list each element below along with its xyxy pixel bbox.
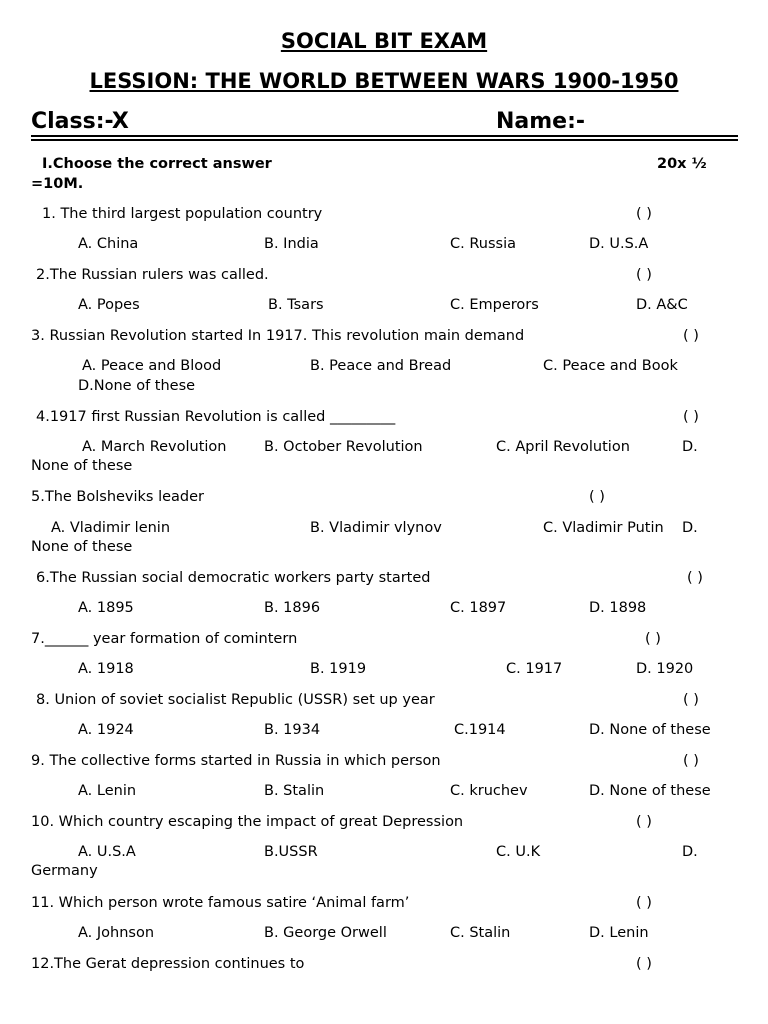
option: A. Vladimir lenin [51, 520, 171, 536]
option: C. Peace and Book [543, 358, 678, 374]
option: A. March Revolution [82, 439, 227, 455]
option: C. 1917 [506, 661, 563, 677]
option: A. 1895 [78, 600, 134, 616]
option: D. None of these [589, 722, 711, 738]
question-text: 10. Which country escaping the impact of great Depression [31, 814, 464, 830]
option: A. Lenin [78, 783, 137, 799]
class-label: Class:-X [31, 109, 129, 134]
option: D.None of these [78, 378, 196, 394]
answer-bracket: ( ) [636, 956, 652, 972]
answer-bracket: ( ) [687, 570, 703, 586]
answer-bracket: ( ) [683, 692, 699, 708]
question-text: 2.The Russian rulers was called. [36, 267, 269, 283]
option: B. Peace and Bread [310, 358, 452, 374]
option: B. George Orwell [264, 925, 387, 941]
option: C. Russia [450, 236, 516, 252]
option: C. kruchev [450, 783, 528, 799]
option: B. 1934 [264, 722, 321, 738]
lesson-title: LESSION: THE WORLD BETWEEN WARS 1900-1950 [89, 69, 679, 93]
answer-bracket: ( ) [589, 489, 605, 505]
option: C. U.K [496, 844, 541, 860]
answer-bracket: ( ) [683, 753, 699, 769]
option: C.1914 [454, 722, 506, 738]
option: D. 1898 [589, 600, 647, 616]
option: A. Peace and Blood [82, 358, 222, 374]
option: C. 1897 [450, 600, 507, 616]
option: D. [682, 439, 698, 455]
option: B. 1896 [264, 600, 321, 616]
option: C. Stalin [450, 925, 511, 941]
option: B.USSR [264, 844, 318, 860]
option: D. A&C [636, 297, 688, 313]
instruction-heading: I.Choose the correct answer [42, 156, 272, 172]
option: C. Vladimir Putin [543, 520, 664, 536]
question-text: 4.1917 first Russian Revolution is called _________ [36, 409, 396, 425]
question-text: 3. Russian Revolution started In 1917. This revolution main demand [31, 328, 525, 344]
option: None of these [31, 539, 133, 555]
question-text: 11. Which person wrote famous satire ‘Animal farm’ [31, 895, 410, 911]
exam-title: SOCIAL BIT EXAM [280, 29, 488, 53]
option: A. 1918 [78, 661, 134, 677]
question-text: 7.______ year formation of comintern [31, 631, 298, 647]
option: D. U.S.A [589, 236, 649, 252]
question-text: 12.The Gerat depression continues to [31, 956, 305, 972]
option: B. October Revolution [264, 439, 423, 455]
option: D. [682, 520, 698, 536]
option: D. None of these [589, 783, 711, 799]
option: A. China [78, 236, 139, 252]
instruction-total: =10M. [31, 176, 84, 192]
option: A. 1924 [78, 722, 134, 738]
answer-bracket: ( ) [645, 631, 661, 647]
name-label: Name:- [496, 109, 586, 134]
option: C. April Revolution [496, 439, 630, 455]
option: A. Johnson [78, 925, 155, 941]
header-rule-top [31, 135, 738, 137]
option: B. Tsars [268, 297, 324, 313]
question-text: 5.The Bolsheviks leader [31, 489, 205, 505]
answer-bracket: ( ) [636, 267, 652, 283]
option: D. [682, 844, 698, 860]
answer-bracket: ( ) [636, 814, 652, 830]
instruction-marks: 20x ½ [657, 156, 707, 172]
option: B. Stalin [264, 783, 325, 799]
answer-bracket: ( ) [636, 895, 652, 911]
header-rule-bottom [31, 139, 738, 141]
option: B. Vladimir vlynov [310, 520, 442, 536]
option: A. U.S.A [78, 844, 136, 860]
answer-bracket: ( ) [636, 206, 652, 222]
option: Germany [31, 863, 98, 879]
question-text: 6.The Russian social democratic workers party started [36, 570, 431, 586]
option: D. 1920 [636, 661, 694, 677]
option: A. Popes [78, 297, 140, 313]
answer-bracket: ( ) [683, 328, 699, 344]
question-text: 9. The collective forms started in Russia in which person [31, 753, 441, 769]
question-text: 8. Union of soviet socialist Republic (USSR) set up year [36, 692, 435, 708]
option: B. India [264, 236, 319, 252]
option: D. Lenin [589, 925, 649, 941]
option: C. Emperors [450, 297, 539, 313]
option: None of these [31, 458, 133, 474]
question-text: 1. The third largest population country [42, 206, 323, 222]
answer-bracket: ( ) [683, 409, 699, 425]
option: B. 1919 [310, 661, 367, 677]
